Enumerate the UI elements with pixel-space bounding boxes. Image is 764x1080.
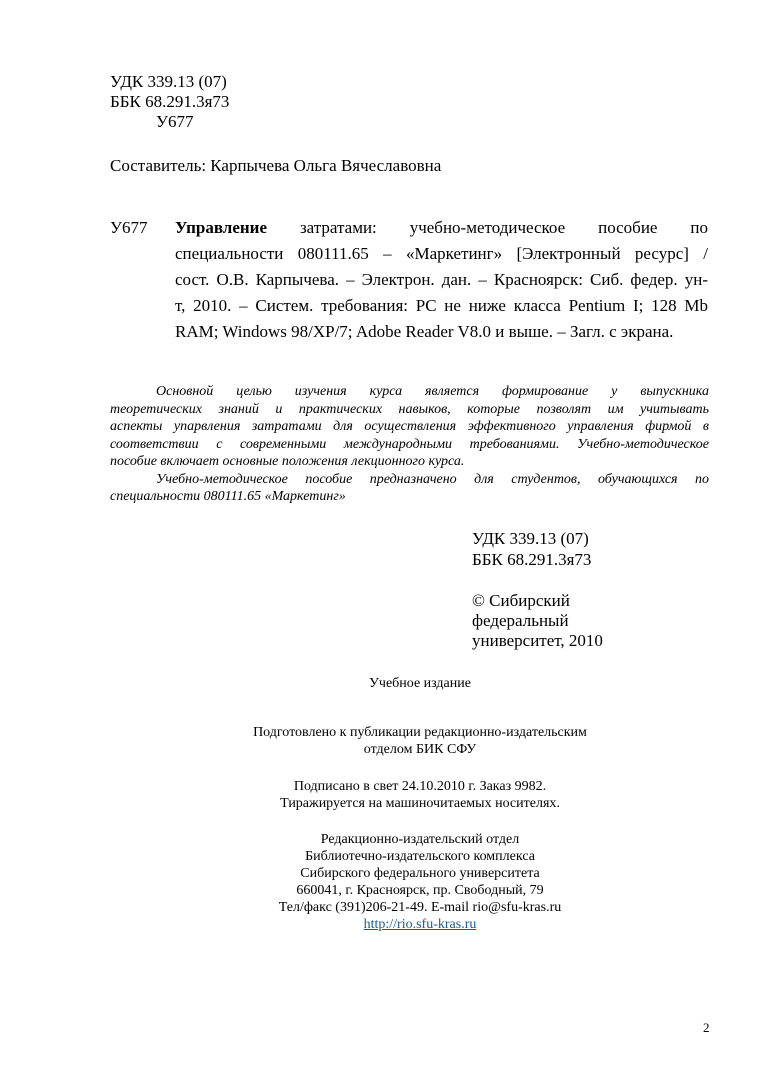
bbk-code-right: ББК 68.291.3я73 <box>472 550 592 569</box>
bbk-code: ББК 68.291.3я73 <box>110 92 230 111</box>
author-mark: У677 <box>156 112 194 131</box>
dept-line: Редакционно-издательский отдел <box>320 832 520 847</box>
copyright-notice <box>472 591 603 651</box>
dept-address: 660041, г. Красноярск, пр. Свободный, 79 <box>296 883 544 898</box>
annotation-line: пособие включает основные положения лекционного курса. <box>110 454 465 469</box>
prepared-line: Подготовлено к публикации редакционно-издательским <box>253 725 587 740</box>
annotation-line: теоретических знаний и практических навыков, которые позволят им учитывать <box>110 401 709 417</box>
edition-type: Учебное издание <box>369 676 471 691</box>
bib-line-1-rest: затратами: учебно-методическое пособие по <box>299 218 709 237</box>
bibliography-mark: У677 <box>110 218 148 237</box>
udk-code-right: УДК 339.13 (07) <box>472 529 589 548</box>
bib-line-2: специальности 080111.65 – «Маркетинг» [Электронный ресурс] / <box>175 244 708 263</box>
classification-codes-right <box>472 528 591 570</box>
annotation-line: аспекты упарвления затратами для осуществления эффективного управления фирмой в <box>110 419 709 434</box>
signed-for-release <box>110 778 730 812</box>
dept-line: Библиотечно-издательского комплекса <box>305 849 535 864</box>
dept-line: Сибирского федерального университета <box>300 866 540 881</box>
signed-line: Подписано в свет 24.10.2010 г. Заказ 9982. <box>293 779 547 794</box>
copyright-line: университет, 2010 <box>472 631 603 650</box>
bib-line-3: сост. О.В. Карпычева. – Электрон. дан. – Красноярск: Сиб. федер. ун- <box>175 270 708 289</box>
bib-line-4: т, 2010. – Систем. требования: PC не ниже класса Pentium I; 128 Mb <box>175 296 708 315</box>
annotation-line: специальности 080111.65 «Маркетинг» <box>110 489 346 504</box>
udk-code: УДК 339.13 (07) <box>110 72 227 91</box>
bib-title-bold: Управление <box>175 218 268 237</box>
compiler-line: Составитель: Карпычева Ольга Вячеславовна <box>110 156 442 175</box>
annotation-line: Основной целью изучения курса является формирование у выпускника <box>156 384 709 399</box>
page-number: 2 <box>703 1020 710 1035</box>
signed-line: Тиражируется на машиночитаемых носителях. <box>280 796 560 811</box>
copyright-line: © Сибирский <box>472 591 570 610</box>
bib-line-5: RAM; Windows 98/XP/7; Adobe Reader V8.0 и выше. – Загл. с экрана. <box>175 322 674 341</box>
prepared-line: отделом БИК СФУ <box>363 742 477 757</box>
publisher-department <box>110 831 730 933</box>
classification-codes-top <box>110 72 229 132</box>
copyright-line: федеральный <box>472 611 569 630</box>
dept-contacts: Тел/факс (391)206-21-49. E-mail rio@sfu-kras.ru <box>278 900 562 915</box>
bib-line-1 <box>175 215 708 241</box>
bibliographic-description <box>175 215 708 345</box>
prepared-for-publication <box>110 724 730 758</box>
website-link[interactable]: http://rio.sfu-kras.ru <box>363 917 477 932</box>
annotation-line: Учебно-методическое пособие предназначено для студентов, обучающихся по <box>156 471 709 487</box>
annotation-line: соответствии с современными международными требованиями. Учебно-методическое <box>110 436 709 452</box>
annotation <box>110 383 709 506</box>
